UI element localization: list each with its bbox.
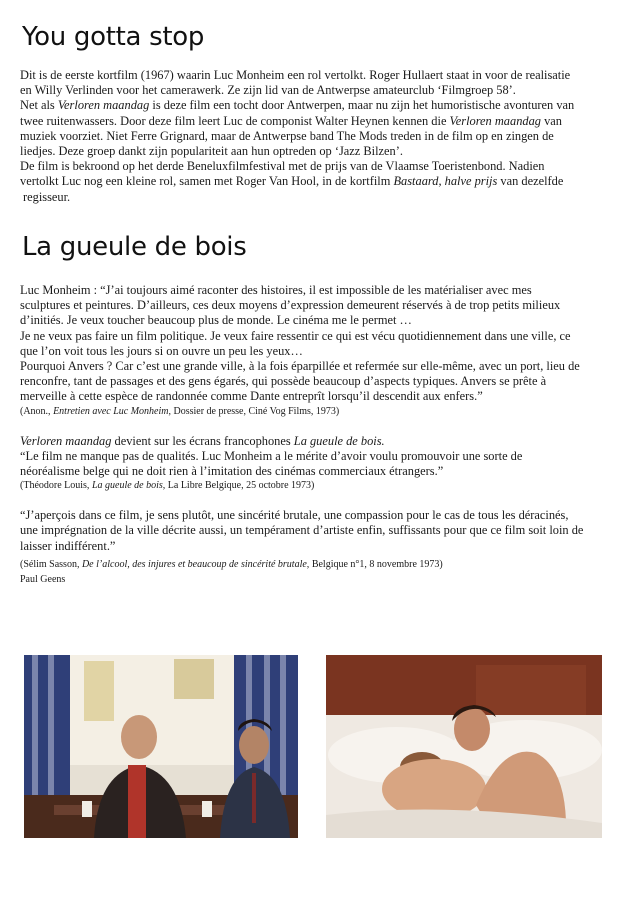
text-line: regisseur. [23, 189, 71, 204]
quotes-section [20, 283, 620, 587]
quote-line: Je ne veux pas faire un film politique. Je veux faire ressentir ce qui est vécu quotidiennement dans une ville, ce [20, 328, 571, 343]
text-line: Net als Verloren maandag is deze film een tocht door Antwerpen, maar nu zijn het humoristische avonturen van [20, 98, 575, 113]
text-line: liedjes. Deze groep dankt zijn populariteit aan hun optreden op ‘Jazz Bilzen’. [20, 144, 403, 159]
film-title: Verloren maandag [57, 98, 150, 113]
quote-source: (Anon., Entretien avec Luc Monheim, Dossier de presse, Ciné Vog Films, 1973) [20, 405, 340, 417]
quote-line: Luc Monheim : “J’ai toujours aimé raconter des histoires, il est impossible de les matérialiser avec mes [20, 283, 532, 297]
text-line: vertolkt Luc nog een kleine rol, samen met Roger Van Hool, in de kortfilm Bastaard, halve prijs van dezelfde [20, 174, 564, 189]
quote-source: (Sélim Sasson, De l’alcool, des injures et beaucoup de sincérité brutale, Belgique n°1, 8 novembre 1973) [20, 558, 443, 570]
quote-line: d’initiés. Je veux toucher beaucoup plus de monde. Le cinéma me le permet … [20, 313, 412, 328]
quote-line: Pourquoi Anvers ? Car c’est une grande ville, à la fois éparpillée et refermée sur elle-même, avec un port, lieu de [20, 359, 580, 374]
film-title: Bastaard, halve prijs [393, 174, 498, 189]
text-line: De film is bekroond op het derde Beneluxfilmfestival met de prijs van de Vlaamse Toeristenbond. Nadien [20, 159, 545, 174]
quote-source: (Théodore Louis, La gueule de bois, La Libre Belgique, 25 octobre 1973) [20, 480, 315, 492]
quote-line: néoréalisme belge qui ne doit rien à l’imitation des cinémas commerciaux étrangers.” [20, 464, 444, 479]
quote-line: sculptures et peintures. D’ailleurs, ces deux moyens d’expression demeurent réservés à de trop petits milieux [20, 298, 561, 313]
film-still-bed-photo [326, 655, 602, 838]
text-line: Dit is de eerste kortfilm (1967) waarin Luc Monheim een rol vertolkt. Roger Hullaert staat in voor de realisatie [20, 68, 571, 82]
film-still-bed-image [326, 655, 602, 838]
quote-line: renconfre, tant de passages et des gens égarés, qui possède beaucoup d’aspects typiques. Anvers se prête à [20, 374, 547, 389]
text-line: twee ruitenwassers. Door deze film leert Luc de componist Walter Heynen kennen die Verloren maandag van [20, 113, 562, 128]
quote-line: merveille à cette espèce de randonnée comme Dante entreprît lorsqu’il descendit aux enfers.” [20, 389, 483, 404]
text-line: en Willy Verlinden voor het camerawerk. Ze zijn lid van de Antwerpse amateurclub ‘Filmgroep 58’. [20, 83, 516, 98]
film-title: Verloren maandag [449, 113, 541, 128]
quote-line: une imprégnation de la ville décrite aussi, un tempérament d’artiste enfin, suffissants pour que ce film soit loin de [20, 523, 584, 538]
quote-line: laisser indifférent.” [20, 538, 116, 553]
film-still-cafe-image [24, 655, 298, 838]
text-line: Verloren maandag devient sur les écrans francophones La gueule de bois. [20, 433, 385, 448]
intro-text [20, 68, 620, 205]
section-title-you-gotta-stop: You gotta stop [22, 22, 205, 52]
section-title-la-gueule-de-bois: La gueule de bois [22, 232, 247, 262]
text-line: muziek voorziet. Niet Ferre Grignard, maar de Antwerpse band The Mods treden in de film op en zingen de [20, 128, 554, 143]
quote-line: “J’aperçois dans ce film, je sens plutôt, une sincérité brutale, une compassion pour le cas de tous les déracinés, [20, 508, 569, 523]
author-credit: Paul Geens [20, 573, 66, 585]
quote-line: que l’on voit tous les jours si on ouvre un peu les yeux… [20, 343, 303, 358]
quote-line: “Le film ne manque pas de qualités. Luc Monheim a le mérite d’avoir voulu promouvoir une sorte de [20, 448, 523, 463]
film-still-cafe-photo [24, 655, 298, 838]
